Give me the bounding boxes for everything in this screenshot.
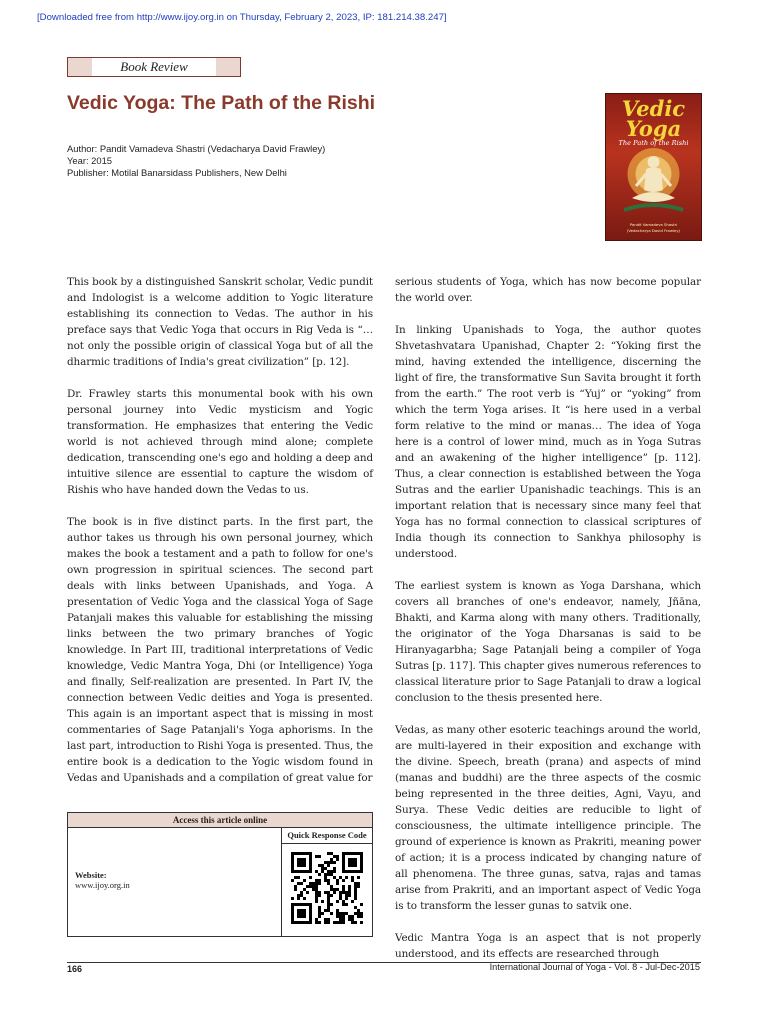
article-title: Vedic Yoga: The Path of the Rishi [67, 92, 376, 114]
section-label-box [67, 57, 241, 77]
website-info [75, 870, 130, 890]
qr-code-icon[interactable] [291, 852, 363, 924]
access-box-header: Access this article online [68, 813, 372, 828]
qr-column [281, 827, 372, 936]
section-label: Book Review [92, 58, 216, 76]
cover-title-line1: Vedic [621, 96, 686, 121]
cover-subtitle: The Path of the Rishi [618, 139, 689, 147]
book-cover-image [605, 93, 702, 241]
left-column [67, 274, 373, 802]
qr-header: Quick Response Code [282, 827, 372, 844]
download-notice: [Downloaded free from http://www.ijoy.org.in on Thursday, February 2, 2023, IP: 181.214.38.247] [37, 12, 447, 23]
year-line: Year: 2015 [67, 155, 113, 167]
cover-author-line1: Pandit Vamadeva Shastri [629, 222, 678, 227]
website-label: Website: [75, 870, 107, 880]
cover-author-line2: (Vedacharya David Frawley) [626, 228, 681, 233]
paragraph: Vedic Mantra Yoga is an aspect that is not properly understood, and its effects are researched through [395, 932, 701, 960]
right-column [395, 274, 701, 978]
paragraph: Dr. Frawley starts this monumental book with his own personal journey into Vedic mysticism and Yogic transformation. He emphasizes that entering the Vedic world is not achieved through mind alone; complete dedication, transcending one's ego and holding a deep and intuitive silence are essential to capture the wisdom of Rishis who have handed down the Vedas to us. [67, 388, 373, 496]
cover-title-line2: Yoga [625, 116, 682, 141]
website-link[interactable]: www.ijoy.org.in [75, 880, 130, 890]
access-article-box [67, 812, 373, 937]
cover-author [606, 222, 701, 234]
page-number: 166 [67, 964, 83, 974]
paragraph: serious students of Yoga, which has now become popular the world over. [395, 276, 701, 304]
publisher-line: Publisher: Motilal Banarsidass Publishers, New Delhi [67, 167, 287, 179]
paragraph: The earliest system is known as Yoga Darshana, which covers all branches of one's endeavor, namely, Jñāna, Bhakti, and Karma along with many others. Traditionally, the originator of the Yoga Dharsanas is said to be Hiranyagarbha; Sage Patanjali being a compiler of Yoga Sutras [p. 117]. This chapter gives numerous references to classical literature prior to Sage Patanjali to draw a logical conclusion to the thesis presented here. [395, 580, 701, 704]
paragraph: In linking Upanishads to Yoga, the author quotes Shvetashvatara Upanishad, Chapter 2: “Yoking first the mind, having extended the intelligence, discerning the light of fire, the transformative Sun Savita brought it forth from the earth.” The root verb is “Yuj” or “yoking” from which the term Yoga arises. It “is here used in a verbal form relative to the mind or manas… The idea of Yoga here is a control of lower mind, much as in Yoga Sutras and an awakening of the higher intelligence” [p. 112]. Thus, a clear connection is established between the Yoga Sutras and the earlier Upanishadic teachings. This is an important relation that is necessary since many feel that Yoga has no formal connection to classical scriptures of India though its connection to Sankhya philosophy is understood. [395, 324, 701, 560]
paragraph: Vedas, as many other esoteric teachings around the world, are multi-layered in their exposition and exchange with the divine. Speech, breath (prana) and aspects of mind (manas and buddhi) are the three aspects of the cosmic being represented in the three deities, Agni, Vayu, and Surya. These Vedic deities are reducible to light of consciousness, the ultimate intelligence principle. The ground of experience is known as Prakriti, meaning power of action; it is a process indicated by changing nature of all phenomena. The three gunas, satva, rajas and tamas arise from Prakriti, and an important aspect of Vedic Yoga is to transform the lesser gunas to satvik one. [395, 724, 701, 912]
paragraph: This book by a distinguished Sanskrit scholar, Vedic pundit and Indologist is a welcome addition to Yogic literature establishing its connection to Vedas. The author in his preface says that Vedic Yoga that occurs in Rig Veda is “…not only the possible origin of classical Yoga but of all the dharmic traditions of India's great civilization” [p. 12]. [67, 276, 373, 368]
meditating-figure-icon [606, 94, 701, 240]
journal-footer: International Journal of Yoga - Vol. 8 - Jul-Dec-2015 [489, 962, 700, 972]
author-line: Author: Pandit Vamadeva Shastri (Vedacharya David Frawley) [67, 143, 326, 154]
paragraph: The book is in five distinct parts. In the first part, the author takes us through his own personal journey, which makes the book a testament and a path to follow for one's own progression in spiritual sciences. The second part deals with links between Upanishads, and Yoga. A presentation of Vedic Yoga and the classical Yoga of Sage Patanjali makes this valuable for establishing the missing links between the two primary branches of Yogic knowledge. In Part III, traditional interpretations of Vedic knowledge, Vedic Mantra Yoga, Dhi (or Intelligence) Yoga and finally, Self-realization are presented. In Part IV, the connection between Vedic deities and Yoga is presented. This again is an important aspect that is missing in most commentaries of Sage Patanjali's Yoga aphorisms. In the last part, introduction to Rishi Yoga is presented. Thus, the entire book is a dedication to the Yogic wisdom found in Vedas and Upanishads and a compilation of great value for [67, 516, 373, 784]
book-metadata [67, 143, 325, 180]
